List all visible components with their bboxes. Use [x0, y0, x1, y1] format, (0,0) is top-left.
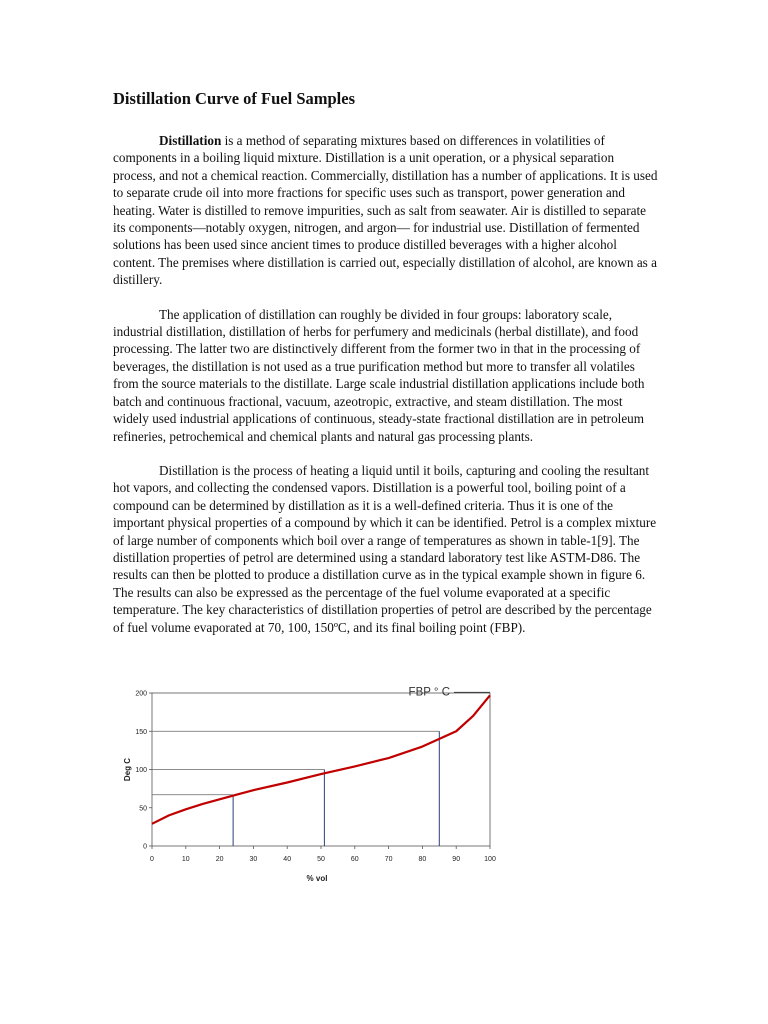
paragraph-3: Distillation is the process of heating a liquid until it boils, capturing and cooling the resultant hot vapors, and collecting the condensed vapors. Distillation is a powerful tool, boiling point of a compound can be determined by distillation as it is a well-defined criteria. Thus it is one of the important physical properties of a compound by which it can be identified. Petrol is a complex mixture of large number of components which boil over a range of temperatures as shown in table-1[9]. The distillation properties of petrol are determined using a standard laboratory test like ASTM-D86. The results can then be plotted to produce a distillation curve as in the typical example shown in figure 6. The results can also be expressed as the percentage of the fuel volume evaporated at a specific temperature. The key characteristics of distillation properties of petrol are described by the percentage of fuel volume evaporated at 70, 100, 150ºC, and its final boiling point (FBP). [113, 462, 657, 635]
x-tick-label-30: 30 [249, 856, 258, 863]
paragraph-1 [113, 132, 658, 289]
distillation-curve-chart [117, 680, 507, 885]
x-tick-label-50: 50 [317, 856, 325, 863]
y-tick-label-0: 0 [143, 843, 147, 851]
x-tick-label-60: 60 [350, 856, 359, 863]
x-tick-label-20: 20 [215, 856, 224, 863]
x-tick-label-10: 10 [181, 856, 190, 863]
x-tick-label-90: 90 [452, 856, 461, 863]
chart-svg [117, 680, 507, 885]
y-tick-label-50: 50 [139, 805, 147, 813]
document-page [113, 88, 658, 653]
y-axis-title: Deg C [123, 757, 132, 782]
y-tick-label-150: 150 [135, 728, 147, 736]
x-tick-label-100: 100 [484, 856, 496, 863]
paragraph-1-text: is a method of separating mixtures based on differences in volatilities of components in a boiling liquid mixture. Distillation is a unit operation, or a physical separation process, and not a chemical reaction. Commercially, distillation has a number of applications. It is used to separate crude oil into more fractions for specific uses such as transport, power generation and heating. Water is distilled to remove impurities, such as salt from seawater. Air is distilled to separate its components—notably oxygen, nitrogen, and argon— for industrial use. Distillation of fermented solutions has been used since ancient times to produce distilled beverages with a higher alcohol content. The premises where distillation is carried out, especially distillation of alcohol, are known as a distillery. [113, 133, 658, 288]
paragraph-1-lead: Distillation [159, 133, 222, 148]
x-tick-label-0: 0 [150, 856, 154, 863]
x-tick-label-80: 80 [418, 856, 427, 863]
paragraph-2: The application of distillation can roughly be divided in four groups: laboratory scale, industrial distillation, distillation of herbs for perfumery and medicinals (herbal distillate), and food processing. The latter two are distinctively different from the former two in that in the processing of beverages, the distillation is not used as a true purification method but more to transfer all volatiles from the source materials to the distillate. Large scale industrial distillation applications include both batch and continuous fractional, vacuum, azeotropic, extractive, and steam distillation. The most widely used industrial applications of continuous, steady-state fractional distillation are in petroleum refineries, petrochemical and chemical plants and natural gas processing plants. [113, 306, 645, 444]
y-tick-label-100: 100 [135, 767, 147, 774]
fbp-annotation: FBP ° C [408, 686, 450, 699]
x-axis-title: % vol [306, 874, 328, 883]
y-tick-label-200: 200 [135, 690, 147, 698]
document-title: Distillation Curve of Fuel Samples [113, 89, 355, 108]
x-tick-label-70: 70 [384, 856, 393, 863]
x-tick-label-40: 40 [283, 856, 292, 863]
